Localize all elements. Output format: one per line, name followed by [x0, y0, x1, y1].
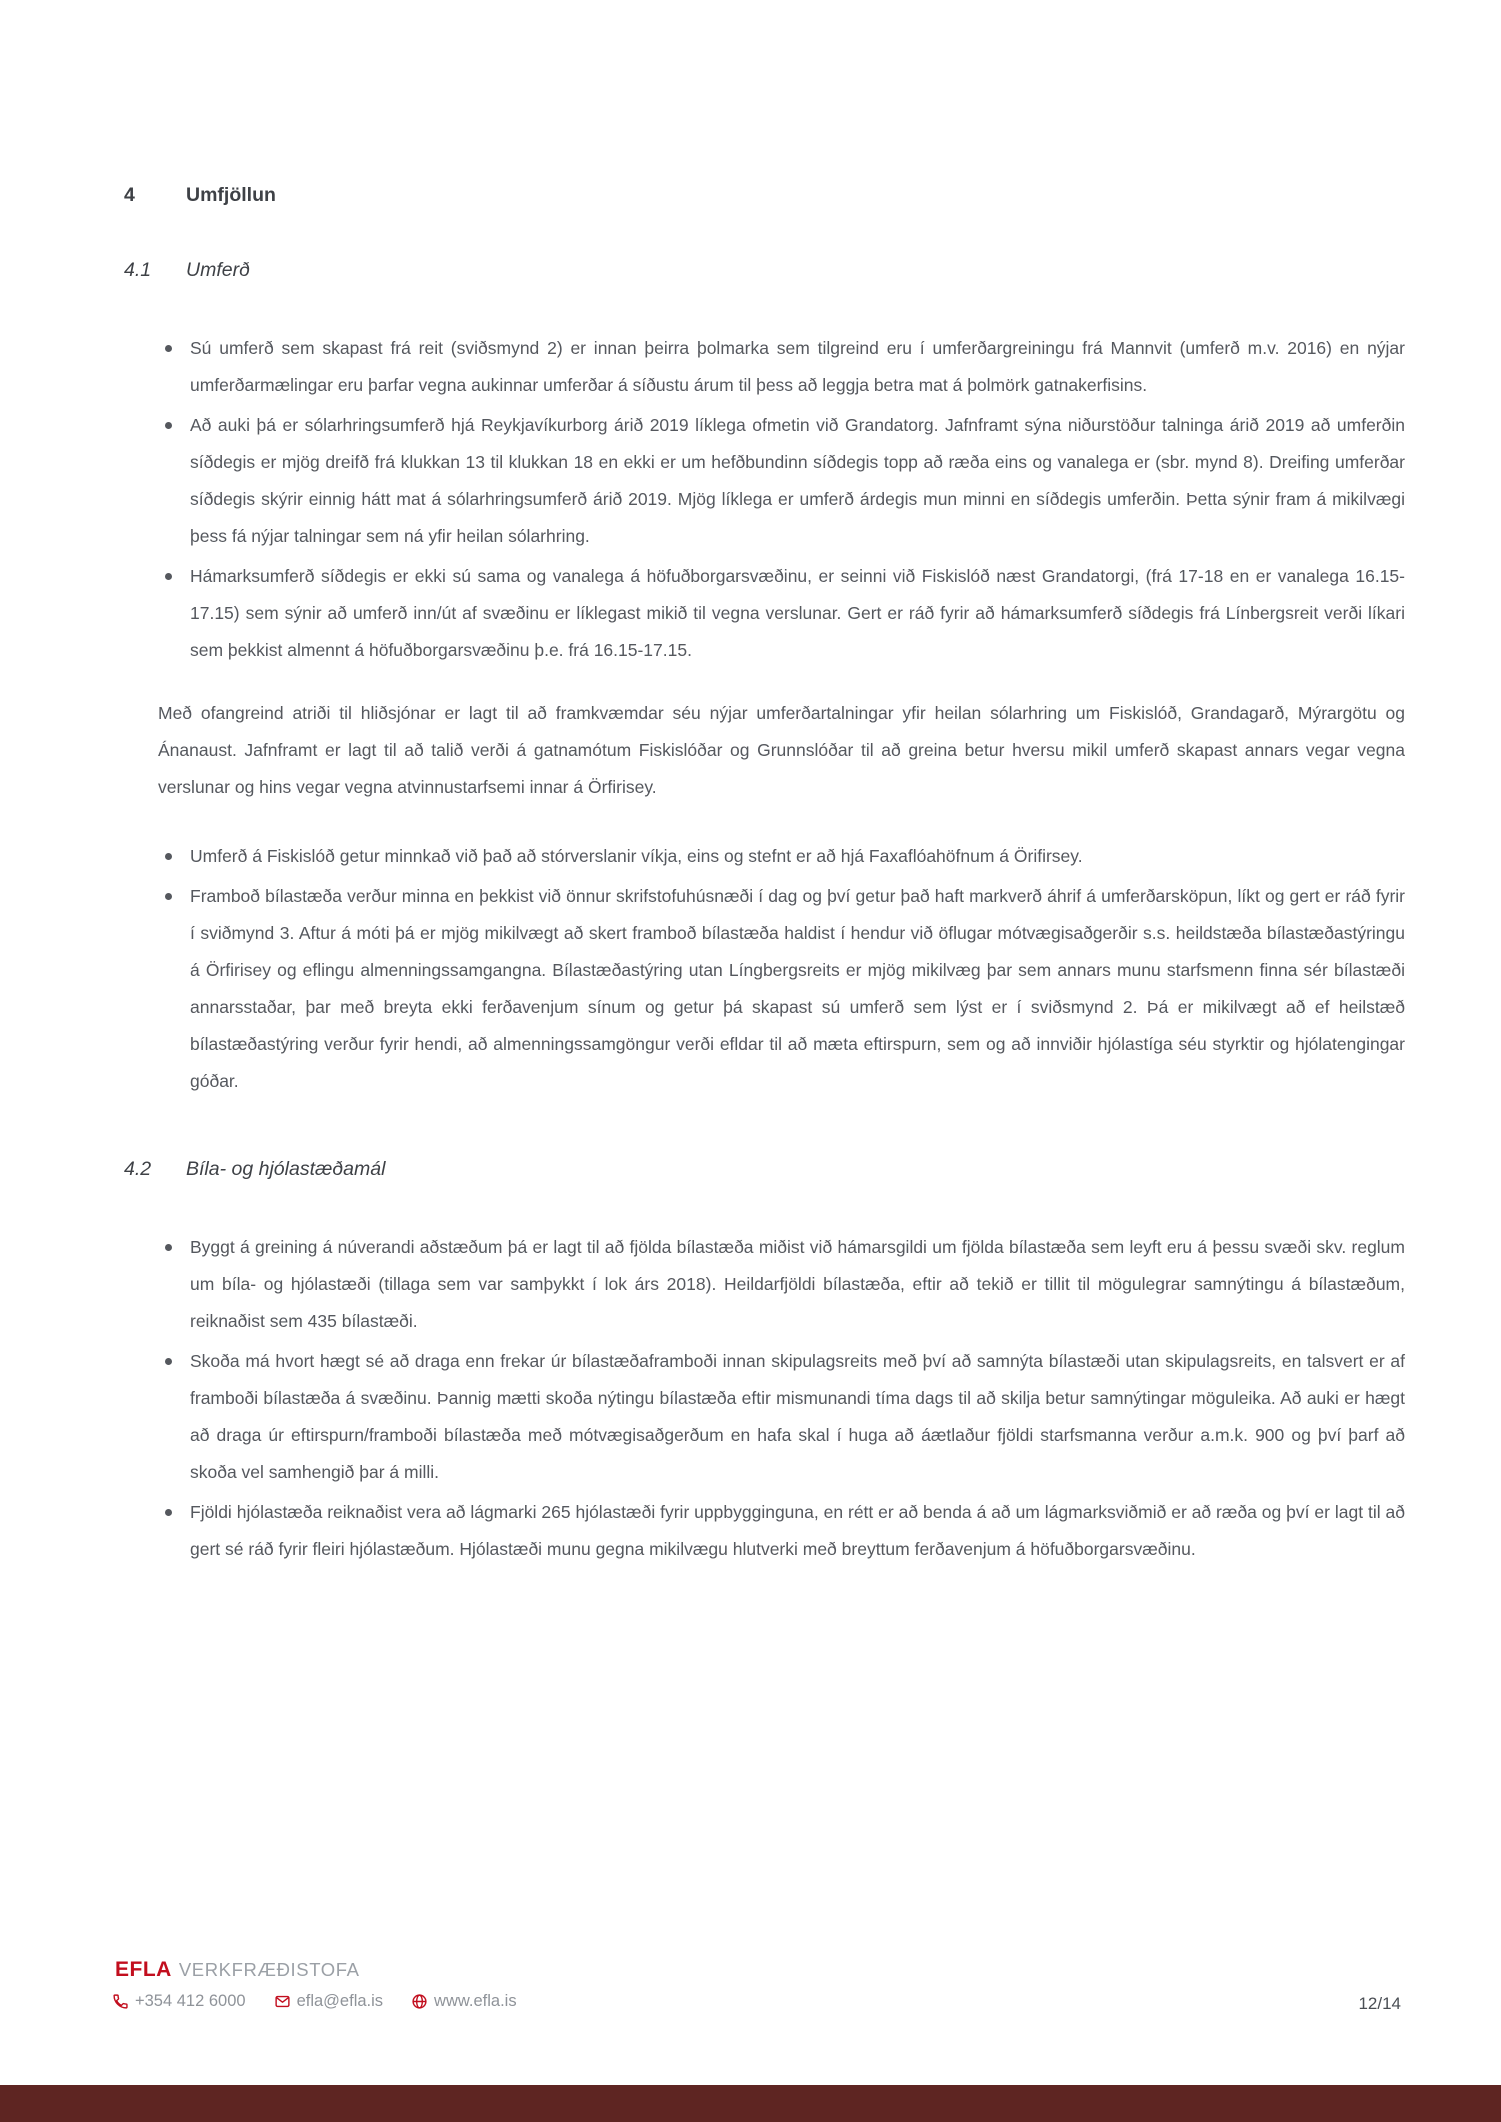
section-title: Umfjöllun — [186, 184, 276, 206]
list-item-text: Að auki þá er sólarhringsumferð hjá Reykjavíkurborg árið 2019 líklega ofmetin við Grandatorg. Jafnframt sýna niðurstöður talninga árið 2019 að umferðin síðdegis er mjög dreifð frá klukkan 13 til klukkan 18 en ekki er um hefðbundinn síðdegis topp að ræða eins og vanalega er (sbr. mynd 8). Dreifing umferðar síðdegis skýrir einnig hátt mat á sólarhringsumferð árið 2019. Mjög líklega er umferð árdegis mun minni en síðdegis umferðin. Þetta sýnir fram á mikilvægi þess fá nýjar talningar sem ná yfir heilan sólarhring. — [190, 415, 1405, 546]
footer-accent-bar — [0, 2085, 1501, 2122]
list-item — [190, 838, 1405, 875]
list-item — [190, 558, 1405, 669]
list-item — [190, 1343, 1405, 1491]
list-item-text: Fjöldi hjólastæða reiknaðist vera að lágmarki 265 hjólastæði fyrir uppbygginguna, en rétt er að benda á að um lágmarksviðmið er að ræða og því er lagt til að gert sé ráð fyrir fleiri hjólastæðum. Hjólastæði munu gegna mikilvægu hlutverki með breyttum ferðavenjum á höfuðborgarsvæðinu. — [190, 1502, 1405, 1559]
subsection-number: 4.1 — [124, 259, 152, 281]
list-item-text: Framboð bílastæða verður minna en þekkist við önnur skrifstofuhúsnæði í dag og því getur það haft markverð áhrif á umferðarsköpun, líkt og gert er ráð fyrir í sviðmynd 3. Aftur á móti þá er mjög mikilvægt að skert framboð bílastæða haldist í hendur við öflugar mótvægisaðgerðir s.s. heildstæða bílastæðastýringu á Örfirisey og eflingu almenningssamgangna. Bílastæðastýring utan Língbergsreits er mjög mikilvæg þar sem annars munu starfsmenn finna sér bílastæði annarsstaðar, þar með breyta ekki ferðavenjum sínum og getur þá skapast sú umferð sem lýst er í sviðsmynd 2. Þá er mikilvægt að ef heilstæð bílastæðastýring verður fyrir hendi, að almenningssamgöngur verði efldar til að mæta eftirspurn, sem og að innviðir hjólastíga séu styrktir og hjólatengingar góðar. — [190, 886, 1405, 1091]
subsection-heading-41 — [124, 259, 1405, 282]
efla-logo: EFLA — [115, 1958, 172, 1981]
list-item — [190, 407, 1405, 555]
list-item-text: Sú umferð sem skapast frá reit (sviðsmynd 2) er innan þeirra þolmarka sem tilgreind eru í umferðargreiningu frá Mannvit (umferð m.v. 2016) en nýjar umferðarmælingar eru þarfar vegna aukinnar umferðar á síðustu árum til þess að leggja betra mat á þolmörk gatnakerfisins. — [190, 338, 1405, 395]
body-paragraph: Með ofangreind atriði til hliðsjónar er lagt til að framkvæmdar séu nýjar umferðartalningar yfir heilan sólarhring um Fiskislóð, Grandagarð, Mýrargötu og Ánanaust. Jafnframt er lagt til að talið verði á gatnamótum Fiskislóðar og Grunnslóðar til að greina betur hversu mikil umferð skapast annars vegar vegna verslunar og hins vegar vegna atvinnustarfsemi innar á Örfirisey. — [158, 703, 1405, 797]
footer-website — [411, 1992, 517, 2011]
footer-contacts — [112, 1992, 517, 2011]
list-item — [190, 1229, 1405, 1340]
footer-email — [274, 1992, 383, 2011]
footer-phone — [112, 1992, 246, 2011]
list-item-text: Umferð á Fiskislóð getur minnkað við það að stórverslanir víkja, eins og stefnt er að hjá Faxaflóahöfnum á Örifirsey. — [190, 846, 1083, 866]
envelope-icon — [274, 1993, 291, 2010]
bullet-list-parking — [104, 1229, 1405, 1568]
bullet-list-traffic-2 — [104, 838, 1405, 1100]
list-item — [190, 878, 1405, 1100]
subsection-title: Bíla- og hjólastæðamál — [186, 1158, 386, 1180]
list-item-text: Hámarksumferð síðdegis er ekki sú sama og vanalega á höfuðborgarsvæðinu, er seinni við Fiskislóð næst Grandatorgi, (frá 17-18 en er vanalega 16.15-17.15) sem sýnir að umferð inn/út af svæðinu er líklegast mikið til vegna verslunar. Gert er ráð fyrir að hámarksumferð síðdegis frá Línbergsreit verði líkari sem þekkist almennt á höfuðborgarsvæðinu þ.e. frá 16.15-17.15. — [190, 566, 1405, 660]
subsection-number: 4.2 — [124, 1158, 152, 1180]
footer-brand — [115, 1958, 360, 1982]
brand-suffix: VERKFRÆÐISTOFA — [178, 1959, 360, 1980]
globe-icon — [411, 1993, 428, 2010]
list-item — [190, 1494, 1405, 1568]
list-item-text: Byggt á greining á núverandi aðstæðum þá er lagt til að fjölda bílastæða miðist við hámarsgildi um fjölda bílastæða sem leyft eru á þessu svæði skv. reglum um bíla- og hjólastæði (tillaga sem var samþykkt í lok árs 2018). Heildarfjöldi bílastæða, eftir að tekið er tillit til mögulegrar samnýtingu á bílastæðum, reiknaðist sem 435 bílastæði. — [190, 1237, 1405, 1331]
section-number: 4 — [124, 184, 135, 206]
phone-icon — [112, 1993, 129, 2010]
bullet-list-traffic — [104, 330, 1405, 669]
section-heading — [124, 184, 1405, 207]
subsection-title: Umferð — [186, 259, 250, 281]
list-item-text: Skoða má hvort hægt sé að draga enn frekar úr bílastæðaframboði innan skipulagsreits með því að samnýta bílastæði utan skipulagsreits, en talsvert er af framboði bílastæða á svæðinu. Þannig mætti skoða nýtingu bílastæða eftir mismunandi tíma dags til að skilja betur samnýtingar möguleika. Að auki er hægt að draga úr eftirspurn/framboði bílastæða með mótvægisaðgerðum en hafa skal í huga að áætlaður fjöldi starfsmanna verður a.m.k. 900 og því þarf að skoða vel samhengið þar á milli. — [190, 1351, 1405, 1482]
email-address: efla@efla.is — [296, 1992, 384, 2010]
subsection-heading-42 — [124, 1158, 1405, 1181]
phone-number: +354 412 6000 — [135, 1992, 246, 2010]
page-number: 12/14 — [1358, 1994, 1401, 2013]
list-item — [190, 330, 1405, 404]
website-url: www.efla.is — [434, 1992, 517, 2010]
